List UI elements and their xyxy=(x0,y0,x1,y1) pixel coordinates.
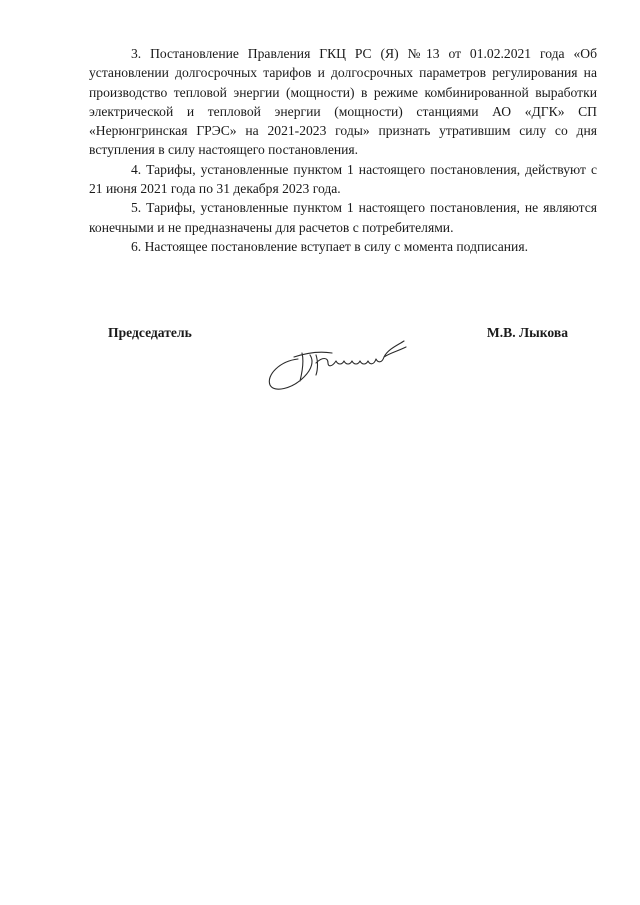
paragraph-6: 6. Настоящее постановление вступает в силу с момента подписания. xyxy=(131,238,528,254)
handwritten-signature xyxy=(258,331,418,395)
paragraph-3: 3. Постановление Правления ГКЦ РС (Я) №13 от 01.02.2021 года «Об установлении долгосрочных тарифов и долгосрочных параметров регулирования на производство тепловой энергии (мощности) в режиме комбинированной выработки электрической и тепловой энергии (мощности) станциями АО «ДГК» СП «Нерюнгринская ГРЭС» на 2021-2023 годы» признать утратившим силу со дня вступления в силу настоящего постановления. xyxy=(89,46,597,158)
paragraph-5: 5. Тарифы, установленные пунктом 1 настоящего постановления, не являются конечными и не предназначены для расчетов с потребителями. xyxy=(89,200,597,235)
signature-block xyxy=(108,325,568,405)
paragraph-4: 4. Тарифы, установленные пунктом 1 настоящего постановления, действуют с 21 июня 2021 года по 31 декабря 2023 года. xyxy=(89,161,597,197)
signatory-title: Председатель xyxy=(108,325,192,340)
document-body xyxy=(89,44,597,256)
signatory-name: М.В. Лыкова xyxy=(486,325,568,340)
